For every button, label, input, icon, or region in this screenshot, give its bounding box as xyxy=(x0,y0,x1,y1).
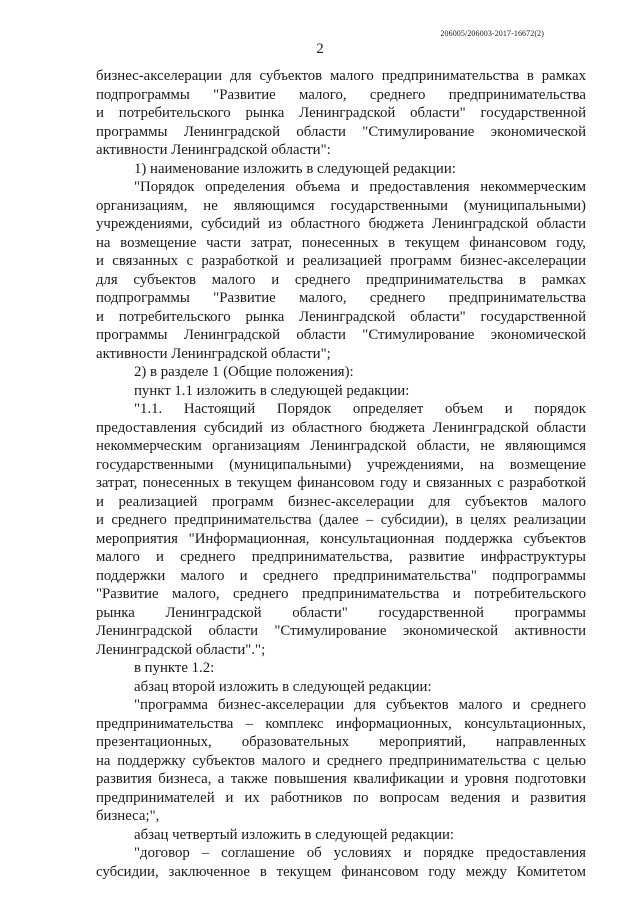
text-line: предоставления субсидий из областного бюджета Ленинградской области xyxy=(96,419,586,436)
text-line: некоммерческим организациям Ленинградской области, не являющимся xyxy=(96,438,586,454)
text-line: поддержки малого и среднего предпринимательства" подпрограммы xyxy=(96,567,586,584)
text-line: 2) в разделе 1 (Общие положения): xyxy=(134,364,354,380)
text-line: в пункте 1.2: xyxy=(134,660,215,676)
text-line: "1.1. Настоящий Порядок определяет объем и порядок xyxy=(134,401,586,417)
text-line: "Порядок определения объема и предоставления некоммерческим xyxy=(134,179,586,195)
text-line: затрат, понесенных в текущем финансовом году и связанных с разработкой xyxy=(96,475,586,491)
text-line: на поддержку субъектов малого и среднего предпринимательства с целью xyxy=(96,752,586,769)
text-line: рынка Ленинградской области" государственной программы xyxy=(96,604,586,621)
text-line: организациям, не являющимся государственными (муниципальными) xyxy=(96,197,586,214)
text-line: и среднего предпринимательства (далее – субсидии), в целях реализации xyxy=(96,512,586,528)
text-line: и реализацией программ бизнес-акселерации для субъектов малого xyxy=(96,493,586,510)
text-line: 1) наименование изложить в следующей редакции: xyxy=(134,160,456,177)
text-line: и связанных с разработкой и реализацией программ бизнес-акселерации xyxy=(96,253,586,269)
text-line: малого и среднего предпринимательства, развитие инфраструктуры xyxy=(96,549,586,565)
text-line: программы Ленинградской области "Стимулирование экономической xyxy=(96,123,586,140)
text-line: пункт 1.1 изложить в следующей редакции: xyxy=(134,382,410,399)
text-line: подпрограммы "Развитие малого, среднего предпринимательства xyxy=(96,290,586,306)
text-line: для субъектов малого и среднего предпринимательства в рамках xyxy=(96,271,586,288)
text-line: абзац второй изложить в следующей редакции: xyxy=(134,678,432,695)
text-line: учреждениями, субсидий из областного бюджета Ленинградской области xyxy=(96,216,586,232)
text-line: подпрограммы "Развитие малого, среднего предпринимательства xyxy=(96,86,586,103)
text-line: программы Ленинградской области "Стимулирование экономической xyxy=(96,327,586,343)
text-line: на возмещение части затрат, понесенных в текущем финансовом году, xyxy=(96,234,586,251)
text-line: Ленинградской области"."; xyxy=(96,641,266,658)
page-number: 2 xyxy=(316,41,324,57)
text-line: абзац четвертый изложить в следующей редакции: xyxy=(134,826,455,843)
text-line: государственными (муниципальными) учреждениями, на возмещение xyxy=(96,456,586,473)
text-line: развития бизнеса, а также повышения квалификации и уровня подготовки xyxy=(96,771,586,787)
text-line: активности Ленинградской области": xyxy=(96,142,331,158)
document-id: 206005/206003-2017-16672(2) xyxy=(440,29,544,38)
text-line: Ленинградской области "Стимулирование экономической активности xyxy=(96,623,586,639)
text-line: и потребительского рынка Ленинградской области" государственной xyxy=(96,308,586,325)
text-line: предпринимателей и их работников по вопросам ведения и развития xyxy=(96,789,586,806)
text-line: активности Ленинградской области"; xyxy=(96,345,331,362)
text-line: "программа бизнес-акселерации для субъектов малого и среднего xyxy=(134,697,586,713)
text-line: и потребительского рынка Ленинградской области" государственной xyxy=(96,105,586,121)
text-line: бизнес-акселерации для субъектов малого предпринимательства в рамках xyxy=(96,68,586,84)
text-line: презентационных, образовательных мероприятий, направленных xyxy=(96,734,586,750)
text-line: мероприятия "Информационная, консультационная поддержка субъектов xyxy=(96,530,586,547)
text-line: "Развитие малого, среднего предпринимательства и потребительского xyxy=(96,586,586,602)
text-line: бизнеса;", xyxy=(96,808,160,824)
text-line: "договор – соглашение об условиях и порядке предоставления xyxy=(134,845,586,861)
document-body xyxy=(96,67,586,881)
text-line: субсидии, заключенное в текущем финансовом году между Комитетом xyxy=(96,863,586,880)
text-line: предпринимательства – комплекс информационных, консультационных, xyxy=(96,715,586,732)
